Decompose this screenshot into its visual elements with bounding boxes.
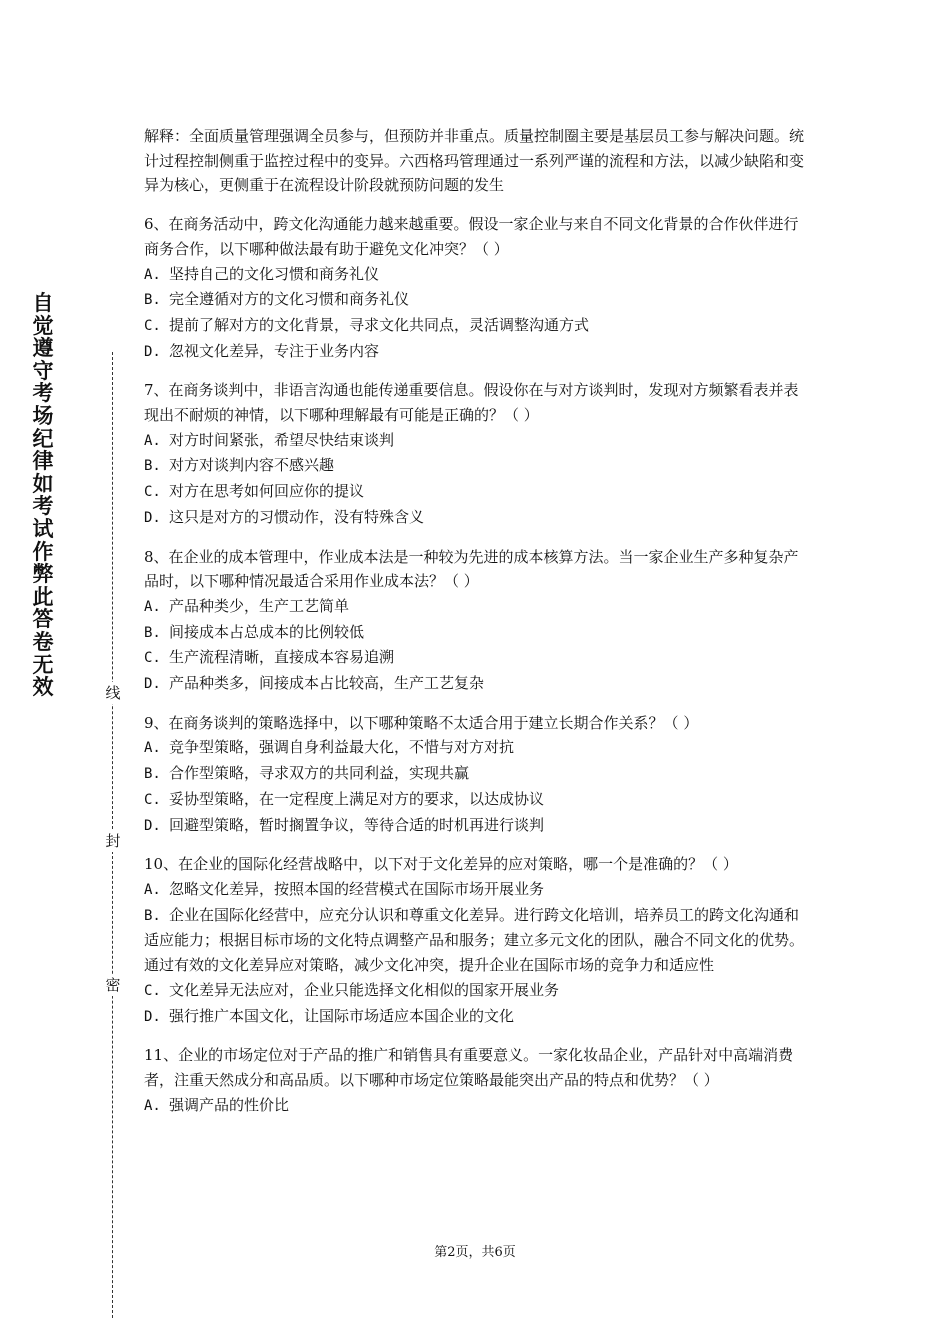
option-item — [144, 735, 808, 761]
option-letter: A. — [144, 881, 161, 898]
option-letter: B. — [144, 907, 161, 924]
option-list — [144, 262, 808, 365]
option-letter: C. — [144, 982, 161, 999]
option-letter: B. — [144, 766, 161, 783]
option-letter: A. — [144, 1097, 161, 1114]
option-text: 提前了解对方的文化背景，寻求文化共同点，灵活调整沟通方式 — [169, 315, 590, 334]
option-text: 忽略文化差异，按照本国的经营模式在国际市场开展业务 — [169, 879, 545, 898]
question-stem: 9、在商务谈判的策略选择中，以下哪种策略不太适合用于建立长期合作关系？（ ） — [144, 713, 699, 732]
option-item — [144, 287, 808, 313]
option-text: 这只是对方的习惯动作，没有特殊含义 — [169, 507, 425, 526]
option-text: 产品种类多，间接成本占比较高，生产工艺复杂 — [169, 674, 485, 693]
option-letter: D. — [144, 676, 161, 693]
option-item — [144, 877, 808, 903]
question-block — [144, 852, 808, 1029]
question-block — [144, 378, 808, 530]
option-item — [144, 1093, 808, 1119]
option-letter: B. — [144, 458, 161, 475]
option-letter: A. — [144, 266, 161, 283]
question-stem: 8、在企业的成本管理中，作业成本法是一种较为先进的成本核算方法。当一家企业生产多种复杂产品时，以下哪种情况最适合采用作业成本法？（ ） — [144, 547, 799, 591]
option-letter: C. — [144, 650, 161, 667]
answer-explanation: 解释：全面质量管理强调全员参与，但预防并非重点。质量控制圈主要是基层员工参与解决问题。统计过程控制侧重于监控过程中的变异。六西格玛管理通过一系列严谨的流程和方法，以减少缺陷和变异为核心，更侧重于在流程设计阶段就预防问题的发生 — [144, 127, 805, 195]
option-item — [144, 339, 808, 365]
option-list — [144, 735, 808, 838]
seal-line-label: 线 — [105, 684, 121, 702]
question-block — [144, 1043, 808, 1118]
option-list — [144, 428, 808, 531]
option-letter: D. — [144, 509, 161, 526]
option-text: 完全遵循对方的文化习惯和商务礼仪 — [169, 290, 410, 309]
option-letter: C. — [144, 317, 161, 334]
question-stem: 10、在企业的国际化经营战略中，以下对于文化差异的应对策略，哪一个是准确的？（ ） — [144, 855, 738, 874]
option-text: 间接成本占总成本的比例较低 — [169, 622, 365, 641]
option-text: 生产流程清晰，直接成本容易追溯 — [169, 648, 395, 667]
option-item — [144, 594, 808, 620]
exam-discipline-warning: 自觉遵守考场纪律如考试作弊此答卷无效 — [32, 291, 54, 700]
option-item — [144, 1004, 808, 1030]
option-item — [144, 978, 808, 1004]
option-list — [144, 594, 808, 697]
option-text: 妥协型策略，在一定程度上满足对方的要求，以达成协议 — [169, 789, 545, 808]
option-item — [144, 428, 808, 454]
option-item — [144, 453, 808, 479]
option-item — [144, 645, 808, 671]
option-letter: D. — [144, 817, 161, 834]
option-item — [144, 505, 808, 531]
option-text: 对方时间紧张，希望尽快结束谈判 — [169, 430, 395, 449]
option-item — [144, 262, 808, 288]
option-text: 强调产品的性价比 — [169, 1095, 290, 1114]
option-letter: C. — [144, 484, 161, 501]
option-letter: B. — [144, 292, 161, 309]
seal-seal-label: 封 — [105, 832, 121, 850]
option-item — [144, 620, 808, 646]
option-text: 对方对谈判内容不感兴趣 — [169, 456, 335, 475]
option-letter: C. — [144, 791, 161, 808]
option-item — [144, 787, 808, 813]
option-list — [144, 877, 808, 1029]
option-text: 竞争型策略，强调自身利益最大化，不惜与对方对抗 — [169, 738, 515, 757]
option-text: 忽视文化差异，专注于业务内容 — [169, 341, 380, 360]
option-letter: A. — [144, 432, 161, 449]
question-stem: 6、在商务活动中，跨文化沟通能力越来越重要。假设一家企业与来自不同文化背景的合作伙伴进行商务合作，以下哪种做法最有助于避免文化冲突？（ ） — [144, 215, 799, 258]
option-letter: B. — [144, 624, 161, 641]
option-letter: D. — [144, 343, 161, 360]
question-block — [144, 711, 808, 839]
option-text: 强行推广本国文化，让国际市场适应本国企业的文化 — [169, 1006, 515, 1025]
option-text: 文化差异无法应对，企业只能选择文化相似的国家开展业务 — [169, 980, 560, 999]
option-text: 合作型策略，寻求双方的共同利益，实现共赢 — [169, 764, 470, 783]
question-list — [144, 212, 808, 1118]
option-item — [144, 313, 808, 339]
option-text: 回避型策略，暂时搁置争议，等待合适的时机再进行谈判 — [169, 815, 545, 834]
option-letter: D. — [144, 1008, 161, 1025]
question-stem: 7、在商务谈判中，非语言沟通也能传递重要信息。假设你在与对方谈判时，发现对方频繁看表并表现出不耐烦的神情，以下哪种理解最有可能是正确的？（ ） — [144, 381, 799, 425]
option-item — [144, 761, 808, 787]
option-letter: A. — [144, 598, 161, 615]
question-block — [144, 545, 808, 697]
exam-content — [144, 124, 808, 1118]
option-item — [144, 479, 808, 505]
option-text: 坚持自己的文化习惯和商务礼仪 — [169, 264, 380, 283]
option-item — [144, 671, 808, 697]
question-block — [144, 212, 808, 364]
seal-secret-label: 密 — [105, 976, 121, 994]
option-text: 对方在思考如何回应你的提议 — [169, 482, 365, 501]
page-number-footer: 第2页，共6页 — [434, 1245, 516, 1260]
option-item — [144, 813, 808, 839]
option-letter: A. — [144, 740, 161, 757]
option-text: 企业在国际化经营中，应充分认识和尊重文化差异。进行跨文化培训，培养员工的跨文化沟通和适应能力；根据目标市场的文化特点调整产品和服务；建立多元文化的团队，融合不同文化的优势。通过有效的文化差异应对策略，减少文化冲突，提升企业在国际市场的竞争力和适应性 — [144, 905, 805, 975]
option-list — [144, 1093, 808, 1119]
option-item — [144, 903, 808, 978]
question-stem: 11、企业的市场定位对于产品的推广和销售具有重要意义。一家化妆品企业，产品针对中高端消费者，注重天然成分和高品质。以下哪种市场定位策略最能突出产品的特点和优势？（ ） — [144, 1046, 794, 1089]
option-text: 产品种类少，生产工艺简单 — [169, 596, 350, 615]
